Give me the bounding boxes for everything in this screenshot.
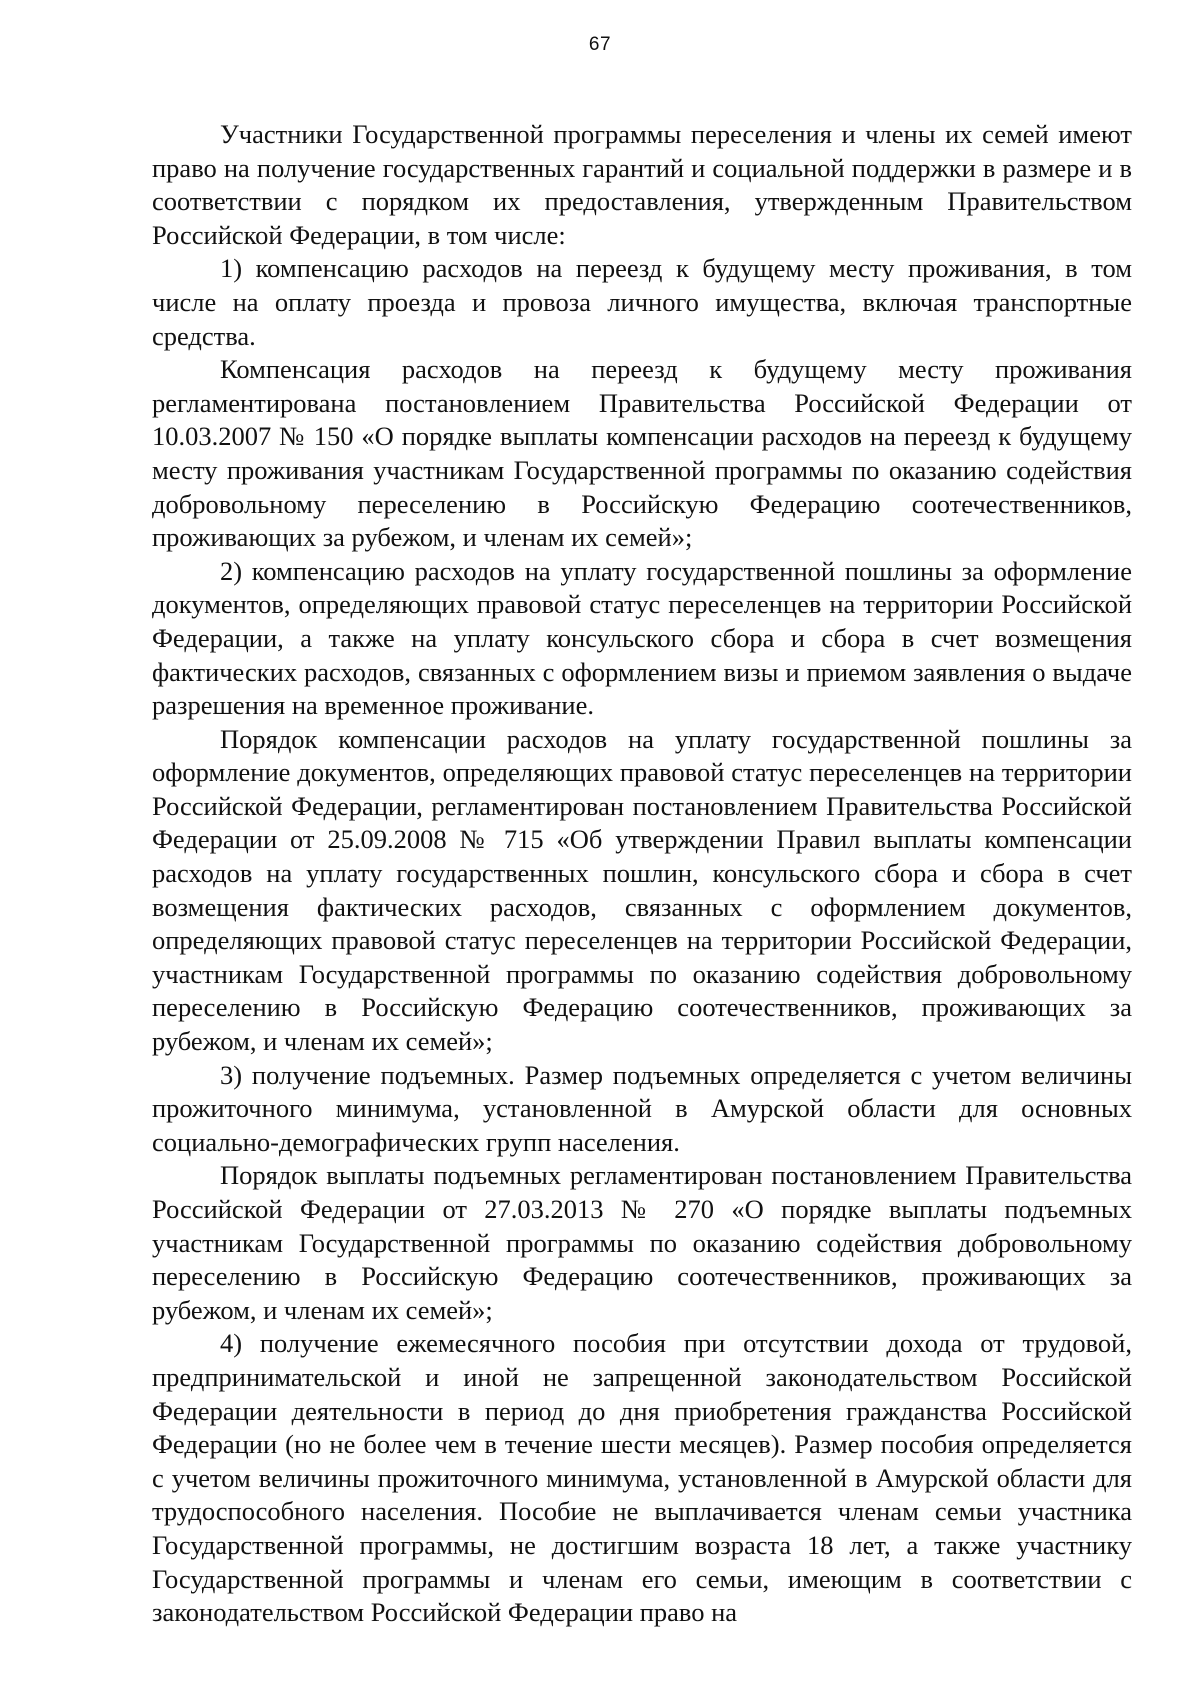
paragraph-item-4-monthly-benefit: 4) получение ежемесячного пособия при отсутствии дохода от трудовой, предпринимательской и иной не запрещенной законодательством Российской Федерации деятельности в период до дня приобретения гражданства Российской Федерации (но не более чем в течение шести месяцев). Размер пособия определяется с учетом величины прожиточного минимума, установленной в Амурской области для трудоспособного населения. Пособие не выплачивается членам семьи участника Государственной программы, не достигшим возраста 18 лет, а также участнику Государственной программы и членам его семьи, имеющим в соответствии с законодательством Российской Федерации право на xyxy=(152,1328,1132,1628)
paragraph-lifting-regulation: Порядок выплаты подъемных регламентирован постановлением Правительства Российской Федерации от 27.03.2013 № 270 «О порядке выплаты подъемных участникам Государственной программы по оказанию содействия добровольному переселению в Российскую Федерацию соотечественников, проживающих за рубежом, и членам их семей»; xyxy=(152,1160,1132,1325)
page-number: 67 xyxy=(588,34,612,55)
paragraph-participants-rights: Участники Государственной программы переселения и члены их семей имеют право на получение государственных гарантий и социальной поддержки в размере и в соответствии с порядком их предоставления, утвержденным Правительством Российской Федерации, в том числе: xyxy=(152,119,1132,250)
paragraph-item-1-relocation-compensation: 1) компенсацию расходов на переезд к будущему месту проживания, в том числе на оплату проезда и провоза личного имущества, включая транспортные средства. xyxy=(152,253,1132,351)
document-body xyxy=(152,118,1132,1630)
paragraph-relocation-regulation: Компенсация расходов на переезд к будущему месту проживания регламентирована постановлением Правительства Российской Федерации от 10.03.2007 № 150 «О порядке выплаты компенсации расходов на переезд к будущему месту проживания участникам Государственной программы по оказанию содействия добровольному переселению в Российскую Федерацию соотечественников, проживающих за рубежом, и членам их семей»; xyxy=(152,354,1132,553)
paragraph-item-3-lifting-allowance: 3) получение подъемных. Размер подъемных определяется с учетом величины прожиточного минимума, установленной в Амурской области для основных социально-демографических групп населения. xyxy=(152,1059,1132,1157)
paragraph-duty-regulation: Порядок компенсации расходов на уплату государственной пошлины за оформление документов, определяющих правовой статус переселенцев на территории Российской Федерации, регламентирован постановлением Правительства Российской Федерации от 25.09.2008 № 715 «Об утверждении Правил выплаты компенсации расходов на уплату государственных пошлин, консульского сбора и сбора в счет возмещения фактических расходов, связанных с оформлением документов, определяющих правовой статус переселенцев на территории Российской Федерации, участникам Государственной программы по оказанию содействия добровольному переселению в Российскую Федерацию соотечественников, проживающих за рубежом, и членам их семей»; xyxy=(152,723,1132,1057)
paragraph-item-2-duty-compensation: 2) компенсацию расходов на уплату государственной пошлины за оформление документов, определяющих правовой статус переселенцев на территории Российской Федерации, а также на уплату консульского сбора и сбора в счет возмещения фактических расходов, связанных с оформлением визы и приемом заявления о выдаче разрешения на временное проживание. xyxy=(152,555,1132,721)
